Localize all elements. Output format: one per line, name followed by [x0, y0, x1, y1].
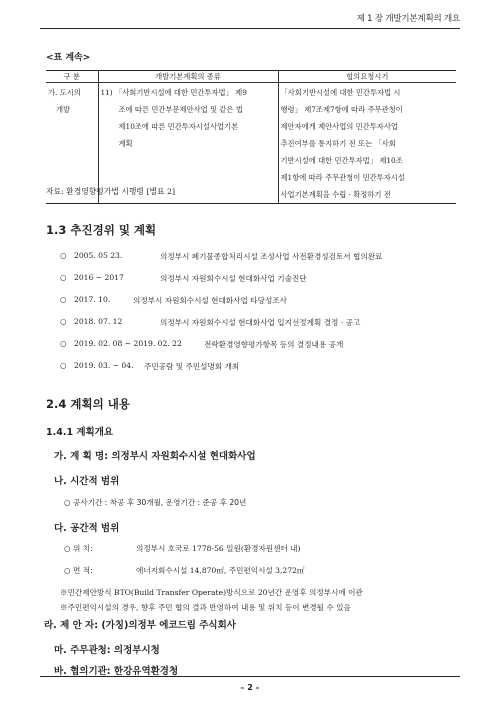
list-item	[60, 317, 122, 326]
consulting-agency: 바. 협의기관: 한강유역환경청	[54, 666, 179, 677]
space-scope-heading: 다. 공간적 범위	[54, 523, 120, 534]
development-plan-table	[46, 70, 456, 204]
cell-line: 행령」 제7조제7항에 따라 주무관청이	[280, 105, 403, 114]
table-source: 자료: 환경영향평가법 시행령 [별표 2]	[46, 187, 176, 196]
item-date: 2018. 07. 12	[74, 317, 123, 326]
competent-authority: 마. 주무관청: 의정부시청	[54, 645, 160, 656]
item-text: 전략환경영향평가항목 등의 결정내용 공개	[204, 340, 344, 349]
bullet-marker: ○	[60, 339, 67, 348]
note-facility: ※주민편익시설의 경우, 향후 주민 협의 결과 반영하여 내용 및 위치 등이 변경될 수 있음	[60, 603, 351, 612]
section-heading-2-4: 2.4 계획의 내용	[46, 397, 130, 411]
time-scope-item: ○ 공사기간 : 착공 후 30개월, 운영기간 : 준공 후 20년	[64, 498, 247, 507]
list-item	[60, 339, 182, 348]
note-bto: ※민간제안방식 BTO(Build Transfer Operate)방식으로 20년간 운영후 의정부시에 이관	[60, 588, 363, 597]
subsection-heading: 1.4.1 계획개요	[46, 427, 114, 438]
bullet-marker: ○	[60, 251, 67, 260]
proposer: 라. 제 안 자: (가칭)의정부 에코드림 주식회사	[44, 620, 236, 631]
footer-rule	[40, 676, 460, 677]
running-header: 제 1 장 개발기본계획의 개요	[356, 14, 460, 24]
cell-line: 사업기본계획을 수립 · 확정하기 전	[280, 190, 391, 199]
item-date: 2005. 05 23.	[74, 251, 123, 260]
area-label: ○ 면 적:	[64, 566, 93, 575]
column-header-category: 구 분	[46, 71, 98, 83]
area-value: 에너지회수시설 14,870㎡, 주민편익시설 3,272㎡	[136, 566, 305, 575]
item-date: 2019. 03. ~ 04.	[74, 361, 134, 370]
time-scope-heading: 나. 시간적 범위	[54, 476, 120, 487]
cell-line: 「사회기반시설에 대한 민간투자법 시	[280, 88, 401, 97]
location-value: 의정부시 호국로 1778-56 일원(환경자원센터 내)	[136, 544, 301, 553]
table-caption: <표 계속>	[46, 53, 91, 63]
cell-line: 개발	[56, 105, 71, 114]
table-header-row	[46, 71, 456, 83]
cell-line: 11) 「사회기반시설에 대한 민간투자법」 제9	[100, 88, 247, 97]
page-number: – 2 –	[240, 683, 260, 692]
cell-line: 조에 따른 민간부문제안사업 및 같은 법	[118, 105, 243, 114]
plan-name: 가. 계 획 명: 의정부시 자원회수시설 현대화사업	[54, 451, 256, 462]
bullet-marker: ○	[60, 295, 67, 304]
section-heading-1-3: 1.3 추진경위 및 계획	[46, 223, 157, 237]
list-item	[60, 361, 134, 370]
cell-line: 제안자에게 제안사업의 민간투자사업	[280, 122, 398, 131]
cell-line: 제1항에 따라 주무관청이 민간투자시설	[280, 173, 405, 182]
cell-line: 가. 도시의	[48, 88, 81, 97]
cell-line: 제10조에 따른 민간투자시설사업기본	[118, 122, 239, 131]
list-item	[60, 295, 110, 304]
bullet-marker: ○	[60, 273, 67, 282]
cell-line: 추진여부를 통지하기 전 또는 「사회	[280, 139, 396, 148]
list-item	[60, 251, 122, 260]
item-date: 2016 ~ 2017	[74, 273, 124, 282]
item-text: 의정부시 폐기물종합처리시설 조성사업 사전환경성검토서 협의완료	[160, 252, 383, 261]
bullet-marker: ○	[60, 317, 67, 326]
item-text: 의정부시 자원회수시설 현대화사업 타당성조사	[133, 296, 287, 305]
item-date: 2019. 02. 08 ~ 2019. 02. 22	[74, 339, 182, 348]
list-item	[60, 273, 124, 282]
cell-line: 기반시설에 대한 민간투자법」 제10조	[280, 156, 403, 165]
location-label: ○ 위 치:	[64, 544, 93, 553]
header-rule	[40, 28, 460, 29]
bullet-marker: ○	[60, 361, 67, 370]
column-header-type: 개발기본계획의 종류	[98, 71, 278, 83]
cell-timing	[278, 83, 456, 204]
item-text: 주민공람 및 주민설명회 개최	[144, 362, 240, 371]
column-header-timing: 협의요청시기	[278, 71, 456, 83]
item-date: 2017. 10.	[74, 295, 111, 304]
item-text: 의정부시 자원회수시설 현대화사업 입지선정계획 결정 · 공고	[160, 318, 361, 327]
item-text: 의정부시 자원회수시설 현대화사업 기술진단	[160, 274, 307, 283]
cell-line: 계획	[118, 139, 133, 148]
